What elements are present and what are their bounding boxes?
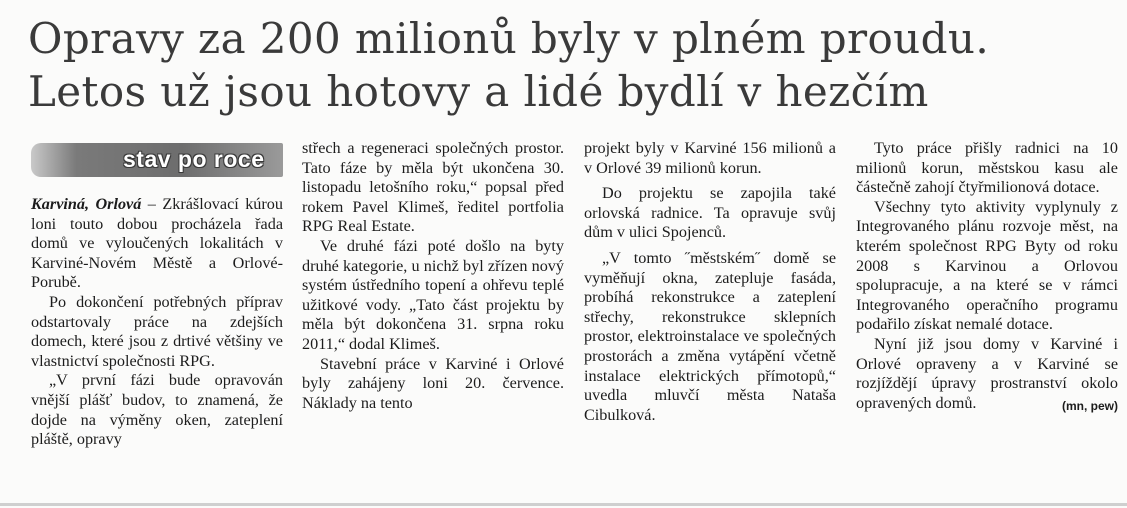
- byline: (mn, pew): [1062, 398, 1118, 413]
- paragraph: Nyní již jsou domy v Karviné i Orlové opraveny a v Karviné se rozjíždějí úpravy prostranství okolo opravených domů. (mn, pew): [856, 335, 1118, 413]
- article-column-2: [302, 139, 564, 413]
- paragraph: Stavební práce v Karviné i Orlové byly zahájeny loni 20. července. Náklady na tento: [302, 354, 564, 412]
- paragraph: Tyto práce přišly radnici na 10 milionů korun, městskou kasu ale částečně zahojí čtyřmilionová dotace.: [856, 139, 1118, 197]
- section-banner: [31, 143, 283, 177]
- paragraph: Ve druhé fázi poté došlo na byty druhé kategorie, u nichž byl zřízen nový systém ústředního topení a ohřevu teplé užitkové vody. „Tato část projektu by měla být dokončena 31. srpna roku 2011,“ dodal Klimeš.: [302, 236, 564, 353]
- article-column-1: [31, 195, 283, 450]
- dateline: Karviná, Orlová: [31, 195, 142, 213]
- headline: [28, 12, 989, 118]
- paragraph: Všechny tyto aktivity vyplynuly z Integrovaného plánu rozvoje měst, na kterém společnost RPG Byty od roku 2008 s Karvinou a Orlovou spolupracuje, a na které se v rámci Integrovaného operačního programu podařilo získat nemalé dotace.: [856, 197, 1118, 334]
- paragraph: „V první fázi bude opravován vnější plášť budov, to znamená, že dojde na výměny oken, zateplení pláště, opravy: [31, 371, 283, 449]
- paragraph: střech a regeneraci společných prostor. Tato fáze by měla být ukončena 30. listopadu letošního roku,“ popsal před rokem Pavel Klimeš, ředitel portfolia RPG Real Estate.: [302, 139, 564, 236]
- paragraph: „V tomto ˝městském˝ domě se vyměňují okna, zatepluje fasáda, probíhá rekonstrukce a zateplení střechy, rekonstrukce sklepních prostor, elektroinstalace ve společných prostorách a změna vytápění včetně instalace elektrických přímotopů,“ uvedla mluvčí města Nataša Cibulková.: [584, 248, 836, 424]
- paragraph: Po dokončení potřebných příprav odstartovaly práce na zdejších domech, které jsou z drtivé většiny ve vlastnictví společnosti RPG.: [31, 292, 283, 370]
- headline-line-1: Opravy za 200 milionů byly v plném proudu.: [28, 14, 990, 63]
- section-banner-label: stav po roce: [123, 146, 265, 172]
- headline-line-2: Letos už jsou hotovy a lidé bydlí v hezčím: [28, 67, 929, 116]
- article-column-4: [856, 139, 1118, 416]
- paragraph: projekt byly v Karviné 156 milionů a v Orlové 39 milionů korun.: [584, 139, 836, 177]
- paragraph: Do projektu se zapojila také orlovská radnice. Ta opravuje svůj dům v ulici Spojenců.: [584, 184, 836, 242]
- article-column-3: [584, 139, 836, 425]
- paragraph: Karviná, Orlová – Zkrášlovací kúrou loni touto dobou procházela řada domů ve vyloučených lokalitách v Karviné-Novém Městě a Orlové-Porubě.: [31, 195, 283, 292]
- bottom-rule: [0, 503, 1127, 506]
